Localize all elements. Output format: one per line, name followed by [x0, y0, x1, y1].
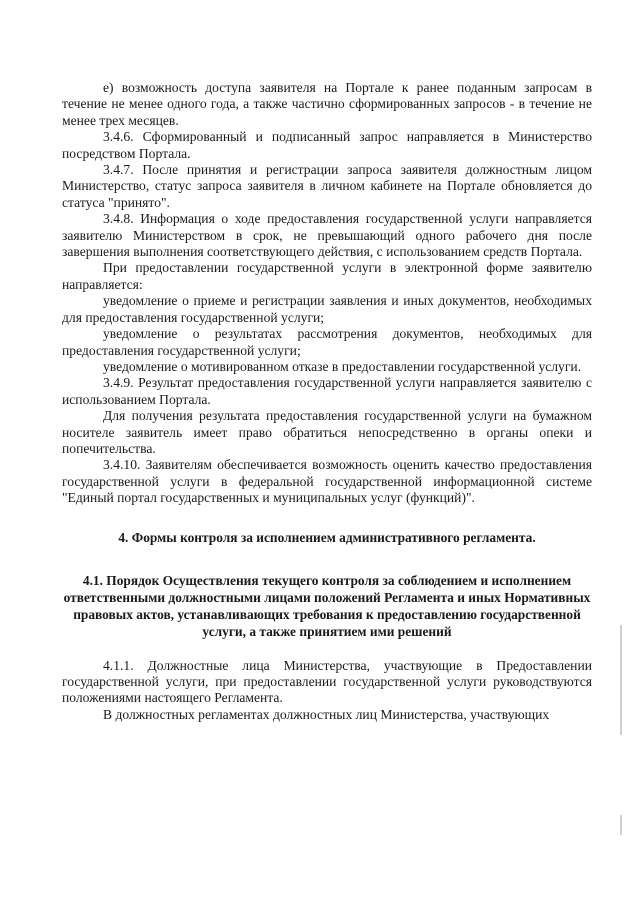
paragraph-paper-result: Для получения результата предоставления государственной услуги на бумажном носителе заявитель имеет право обратиться непосредственно в органы опеки и попечительства. [62, 408, 592, 456]
paragraph-access-requests: е) возможность доступа заявителя на Портале к ранее поданным запросам в течение не менее одного года, а также частично сформированных запросов - в течение не менее трех месяцев. [62, 80, 592, 128]
paragraph-3-4-8: 3.4.8. Информация о ходе предоставления государственной услуги направляется заявителю Министерством в срок, не превышающий одного рабочего дня после завершения выполнения соответствующего действия, с использованием средств Портала. [62, 211, 592, 260]
section-heading-4: 4. Формы контроля за исполнением административного регламента. [118, 529, 536, 545]
paragraph-3-4-7: 3.4.7. После принятия и регистрации запроса заявителя должностным лицом Министерство, статус запроса заявителя в личном кабинете на Портале обновляется до статуса "принято". [62, 162, 592, 210]
scan-artifact [620, 625, 622, 735]
paragraph-notice-receipt: уведомление о приеме и регистрации заявления и иных документов, необходимых для предоставления государственной услуги; [62, 293, 592, 325]
scan-artifact [620, 815, 622, 835]
document-page [62, 80, 592, 723]
paragraph-3-4-6: 3.4.6. Сформированный и подписанный запрос направляется в Министерство посредством Портала. [62, 129, 592, 161]
section-heading-4-1: 4.1. Порядок Осуществления текущего контроля за соблюдением и исполнением ответственными должностными лицами положений Регламента и иных Нормативных правовых актов, устанавливающих требования к предоставлению государственной услуги, а также принятием ими решений [63, 572, 591, 639]
paragraph-3-4-9: 3.4.9. Результат предоставления государственной услуги направляется заявителю с использованием Портала. [62, 375, 592, 407]
paragraph-electronic-notices: При предоставлении государственной услуги в электронной форме заявителю направляется: [62, 260, 592, 292]
paragraph-notice-refusal: уведомление о мотивированном отказе в предоставлении государственной услуги. [103, 358, 582, 374]
paragraph-job-regulations: В должностных регламентах должностных лиц Министерства, участвующих [103, 706, 550, 722]
paragraph-notice-results: уведомление о результатах рассмотрения документов, необходимых для предоставления государственной услуги; [62, 326, 592, 358]
paragraph-4-1-1: 4.1.1. Должностные лица Министерства, участвующие в Предоставлении государственной услуги, при предоставлении государственной услуги руководствуются положениями настоящего Регламента. [62, 657, 592, 706]
paragraph-3-4-10: 3.4.10. Заявителям обеспечивается возможность оценить качество предоставления государственной услуги в федеральной государственной информационной системе "Единый портал государственных и муниципальных услуг (функций)". [62, 457, 592, 506]
